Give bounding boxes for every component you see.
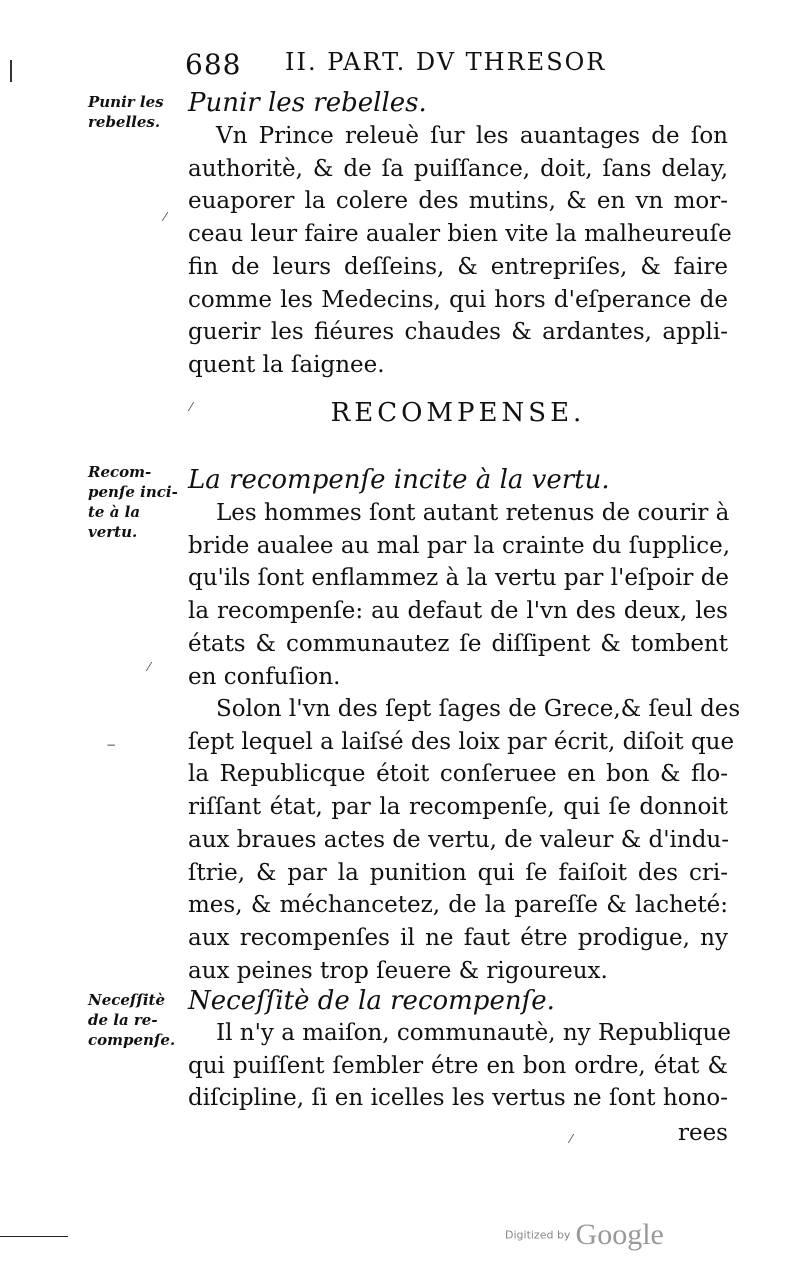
- margin-note-line: Recom-: [88, 463, 152, 481]
- text-line: guerir les fiéures chaudes & ardantes, appli-: [188, 319, 728, 346]
- text-line: Il n'y a maiſon, communautè, ny Republique: [216, 1020, 732, 1046]
- margin-note-line: de la re-: [88, 1011, 158, 1029]
- text-line: bride aualee au mal par la crainte du ſupplice,: [188, 532, 731, 559]
- watermark-prefix: Digitized by: [505, 1228, 571, 1242]
- text-line: diſcipline, ſi en icelles les vertus ne ſont hono-: [188, 1085, 728, 1112]
- heading-punir: Punir les rebelles.: [188, 88, 427, 118]
- paragraph-hommes: [188, 497, 731, 693]
- margin-note-line: rebelles.: [88, 113, 161, 131]
- heading-recompense: La recompenſe incite à la vertu.: [188, 465, 610, 495]
- text-line: aux peines trop ſeuere & rigoureux.: [188, 957, 608, 984]
- bottom-rule: [0, 1236, 68, 1237]
- paragraph-maison: [188, 1017, 732, 1115]
- page-number: 688: [185, 48, 242, 81]
- page-edge-mark: [10, 60, 12, 82]
- text-line: fin de leurs deſſeins, & entrepriſes, & faire: [188, 253, 728, 280]
- paragraph-solon: [188, 693, 741, 987]
- margin-note-punir: [88, 92, 180, 132]
- text-line: qui puiſſent ſembler étre en bon ordre, état &: [188, 1052, 728, 1079]
- page-header: [185, 48, 675, 84]
- text-line: états & communautez ſe diſſipent & tombent: [188, 630, 728, 657]
- stray-mark: ⁄: [148, 660, 151, 674]
- margin-note-line: Punir les: [88, 93, 164, 111]
- text-line: ſtrie, & par la punition qui ſe faiſoit des cri-: [188, 859, 728, 886]
- digitized-watermark: [505, 1218, 664, 1252]
- margin-note-line: penſe inci-: [88, 483, 178, 501]
- section-title: RECOMPENSE.: [330, 398, 586, 428]
- text-line: en confuſion.: [188, 663, 341, 690]
- margin-note-line: te à la: [88, 503, 141, 521]
- paragraph-punir: [188, 120, 732, 382]
- text-line: la Republicque étoit conſeruee en bon & flo-: [188, 761, 728, 788]
- margin-note-line: vertu.: [88, 523, 138, 541]
- margin-note-recompense: [88, 462, 180, 542]
- text-line: Solon l'vn des ſept ſages de Grece,& ſeul des: [216, 696, 741, 722]
- catchword: rees: [677, 1120, 728, 1146]
- text-line: Vn Prince releuè ſur les auantages de ſon: [216, 123, 728, 149]
- heading-necessite: Neceſſitè de la recompenſe.: [188, 986, 555, 1016]
- text-line: mes, & méchancetez, de la pareſſe & lacheté:: [188, 892, 728, 919]
- text-line: authoritè, & de ſa puiſſance, doit, ſans delay,: [188, 155, 728, 182]
- google-logo: Google: [575, 1218, 664, 1251]
- text-line: riſſant état, par la recompenſe, qui ſe donnoit: [188, 794, 728, 821]
- text-line: qu'ils ſont enflammez à la vertu par l'eſpoir de: [188, 565, 730, 592]
- text-line: aux braues actes de vertu, de valeur & d'indu-: [188, 826, 730, 853]
- text-line: comme les Medecins, qui hors d'eſperance de: [188, 286, 728, 313]
- catchword-line: [188, 1117, 728, 1150]
- margin-note-necessite: [88, 990, 180, 1050]
- margin-note-line: Neceſſitè: [88, 991, 166, 1009]
- text-line: la recompenſe: au defaut de l'vn des deux, les: [188, 598, 728, 625]
- stray-mark: ⁄: [570, 1132, 573, 1146]
- running-title: II. PART. DV THRESOR: [285, 48, 607, 76]
- text-line: euaporer la colere des mutins, & en vn mor-: [188, 188, 728, 215]
- stray-mark: −: [106, 738, 117, 752]
- text-line: quent la ſaignee.: [188, 351, 385, 378]
- text-line: aux recompenſes il ne faut étre prodigue, ny: [188, 924, 728, 951]
- text-line: ſept lequel a laiſsé des loix par écrit, diſoit que: [188, 728, 735, 755]
- stray-mark: ⁄: [190, 400, 193, 414]
- stray-mark: ⁄: [164, 210, 167, 224]
- text-line: ceau leur faire aualer bien vite la malheureuſe: [188, 221, 732, 248]
- text-line: Les hommes ſont autant retenus de courir à: [216, 500, 730, 526]
- margin-note-line: compenſe.: [88, 1031, 176, 1049]
